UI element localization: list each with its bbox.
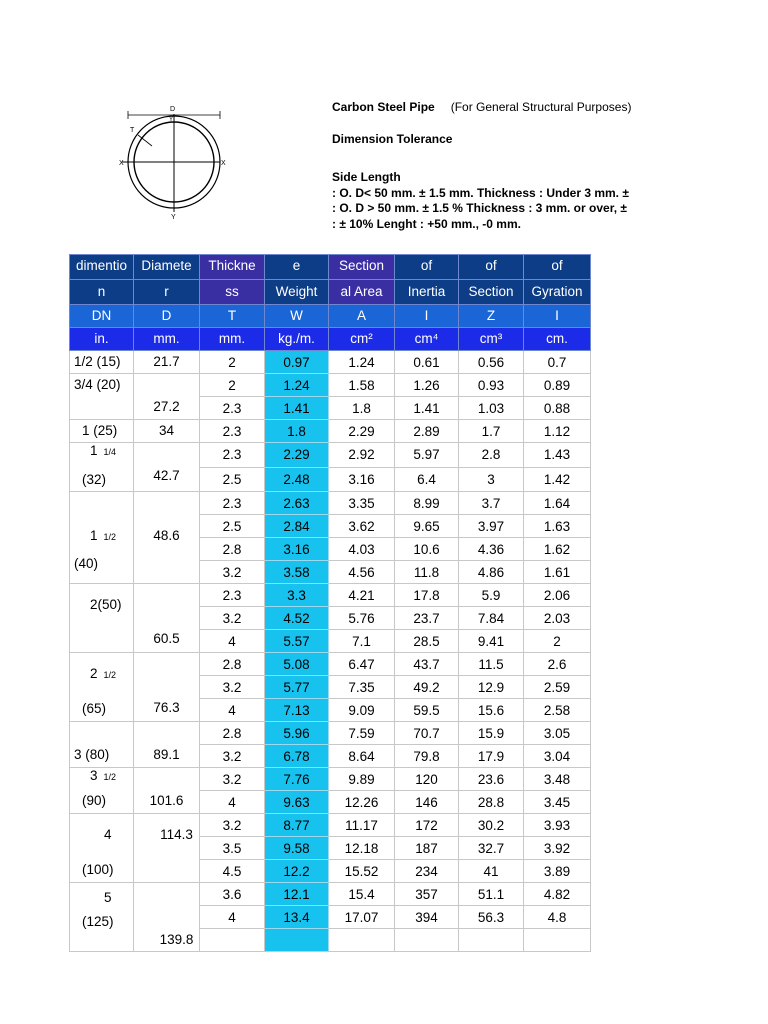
gyration-cell: 1.62 [524,538,591,561]
weight-cell: 2.63 [265,492,329,515]
area-cell: 17.07 [329,906,395,929]
thickness-cell: 2.8 [200,538,265,561]
inertia-cell: 0.61 [395,351,459,374]
thickness-cell [200,929,265,952]
inertia-cell: 8.99 [395,492,459,515]
inertia-cell: 1.41 [395,397,459,420]
thickness-cell: 3.2 [200,561,265,584]
diameter-cell [134,443,200,492]
weight-cell: 2.48 [265,467,329,492]
section-modulus-cell: 3.97 [459,515,524,538]
table-row [70,768,591,791]
weight-cell [265,929,329,952]
section-modulus-cell: 3 [459,467,524,492]
cell-text-line: 3 (80) [74,747,110,762]
dn-fraction: 1/2 [103,772,117,782]
table-row [70,653,591,676]
inertia-cell: 17.8 [395,584,459,607]
diameter-cell [134,420,200,443]
area-cell: 3.35 [329,492,395,515]
symbol-cell: Z [459,305,524,328]
gyration-cell: 1.43 [524,443,591,468]
inertia-cell: 187 [395,837,459,860]
inertia-cell: 49.2 [395,676,459,699]
gyration-cell: 3.04 [524,745,591,768]
inertia-cell [395,929,459,952]
diameter-cell [134,814,200,883]
weight-cell: 2.29 [265,443,329,468]
diagram-label-d: D [170,106,176,113]
cell-text-line: 27.2 [153,399,180,414]
dn-fraction: 1/2 [103,670,117,680]
weight-cell: 2.84 [265,515,329,538]
dn-cell [70,722,134,768]
thickness-cell: 4.5 [200,860,265,883]
section-modulus-cell: 9.41 [459,630,524,653]
dn-main: 2 [90,666,98,681]
gyration-cell: 2 [524,630,591,653]
gyration-cell: 0.88 [524,397,591,420]
gyration-cell: 3.92 [524,837,591,860]
diameter-cell [134,492,200,584]
weight-cell: 5.96 [265,722,329,745]
diameter-cell [134,584,200,653]
header-cell: of [459,255,524,280]
gyration-cell: 3.45 [524,791,591,814]
inertia-cell: 59.5 [395,699,459,722]
thickness-cell: 2.3 [200,492,265,515]
header-cell: of [395,255,459,280]
table-row [70,584,591,607]
inertia-cell: 1.26 [395,374,459,397]
area-cell: 7.59 [329,722,395,745]
gyration-cell: 4.82 [524,883,591,906]
weight-cell: 9.63 [265,791,329,814]
section-modulus-cell: 7.84 [459,607,524,630]
gyration-cell: 0.7 [524,351,591,374]
weight-cell: 9.58 [265,837,329,860]
header-cell: r [134,280,200,305]
cell-text-line: 1/2 (15) [74,354,121,369]
cell-text-line: 139.8 [159,932,194,947]
cell-text-line [74,663,133,685]
section-modulus-cell: 51.1 [459,883,524,906]
section-modulus-cell: 4.36 [459,538,524,561]
thickness-cell: 4 [200,906,265,929]
area-cell: 2.29 [329,420,395,443]
area-cell: 15.52 [329,860,395,883]
cell-text-line: (32) [82,472,107,487]
table-row [70,443,591,468]
unit-cell: cm³ [459,328,524,351]
cell-text-line: 48.6 [153,528,180,543]
inertia-cell: 357 [395,883,459,906]
tolerance-line: : O. D< 50 mm. ± 1.5 mm. Thickness : Under 3 mm. ± [332,185,629,200]
inertia-cell: 70.7 [395,722,459,745]
diagram-label-y-bottom: Y [171,214,176,221]
section-modulus-cell: 12.9 [459,676,524,699]
cell-text-line: 76.3 [153,700,180,715]
gyration-cell: 2.6 [524,653,591,676]
header-cell: Weight [265,280,329,305]
dn-fraction: 1/4 [103,447,117,457]
gyration-cell: 1.42 [524,467,591,492]
section-modulus-cell: 1.7 [459,420,524,443]
section-modulus-cell: 15.9 [459,722,524,745]
cell-text-line [74,525,133,547]
header-cell: Diamete [134,255,200,280]
header-row-symbols [70,305,591,328]
dn-cell [70,584,134,653]
unit-cell: kg./m. [265,328,329,351]
header-cell: e [265,255,329,280]
section-modulus-cell: 56.3 [459,906,524,929]
tolerance-line: : ± 10% Lenght : +50 mm., -0 mm. [332,216,521,231]
subtitle-text: (For General Structural Purposes) [450,100,632,114]
dn-main: 1 [90,528,98,543]
thickness-cell: 3.2 [200,768,265,791]
symbol-cell: T [200,305,265,328]
header-cell: ss [200,280,265,305]
inertia-cell: 120 [395,768,459,791]
weight-cell: 4.52 [265,607,329,630]
thickness-cell: 2 [200,351,265,374]
table-row [70,351,591,374]
thickness-cell: 2.8 [200,653,265,676]
weight-cell: 3.16 [265,538,329,561]
cell-text-line: 1 (25) [82,423,118,438]
cell-text-line: 3/4 (20) [74,377,121,392]
area-cell [329,929,395,952]
unit-cell: in. [70,328,134,351]
thickness-cell: 3.5 [200,837,265,860]
section-modulus-cell: 23.6 [459,768,524,791]
gyration-cell: 2.59 [524,676,591,699]
cell-text-line: (40) [74,556,99,571]
gyration-cell: 1.61 [524,561,591,584]
cell-text-line: 101.6 [149,793,184,808]
inertia-cell: 79.8 [395,745,459,768]
thickness-cell: 2.5 [200,467,265,492]
header-cell: dimentio [70,255,134,280]
section-modulus-cell: 41 [459,860,524,883]
dn-main: 1 [90,443,98,458]
table-row [70,814,591,837]
symbol-cell: I [524,305,591,328]
thickness-cell: 2.8 [200,722,265,745]
diameter-cell [134,722,200,768]
table-row [70,420,591,443]
weight-cell: 7.76 [265,768,329,791]
thickness-cell: 2.3 [200,584,265,607]
header-cell: n [70,280,134,305]
header-row-names [70,255,591,280]
header-cell: Section [459,280,524,305]
area-cell: 2.92 [329,443,395,468]
area-cell: 8.64 [329,745,395,768]
weight-cell: 0.97 [265,351,329,374]
inertia-cell: 23.7 [395,607,459,630]
diameter-cell [134,768,200,814]
thickness-cell: 4 [200,791,265,814]
area-cell: 7.35 [329,676,395,699]
dn-cell [70,814,134,883]
weight-cell: 12.1 [265,883,329,906]
area-cell: 4.21 [329,584,395,607]
gyration-cell: 0.89 [524,374,591,397]
header-row-names-2 [70,280,591,305]
area-cell: 5.76 [329,607,395,630]
thickness-cell: 4 [200,699,265,722]
cell-text-line: 42.7 [153,468,180,483]
weight-cell: 5.08 [265,653,329,676]
area-cell: 12.26 [329,791,395,814]
section-modulus-cell: 15.6 [459,699,524,722]
cell-text-line [74,443,133,459]
unit-cell: mm. [200,328,265,351]
area-cell: 12.18 [329,837,395,860]
gyration-cell: 1.64 [524,492,591,515]
weight-cell: 1.41 [265,397,329,420]
gyration-cell: 3.48 [524,768,591,791]
tolerance-line: : O. D > 50 mm. ± 1.5 % Thickness : 3 mm. or over, ± [332,201,627,215]
gyration-cell: 3.93 [524,814,591,837]
area-cell: 3.62 [329,515,395,538]
symbol-cell: I [395,305,459,328]
section-modulus-cell: 3.7 [459,492,524,515]
cell-text-line: 4 [104,827,112,842]
section-modulus-cell: 4.86 [459,561,524,584]
dn-cell [70,420,134,443]
dn-fraction: 1/2 [103,532,117,542]
gyration-cell: 2.58 [524,699,591,722]
area-cell: 4.03 [329,538,395,561]
weight-cell: 5.57 [265,630,329,653]
cell-text-line: 114.3 [160,827,193,842]
inertia-cell: 6.4 [395,467,459,492]
weight-cell: 8.77 [265,814,329,837]
thickness-cell: 3.6 [200,883,265,906]
inertia-cell: 146 [395,791,459,814]
gyration-cell: 1.63 [524,515,591,538]
area-cell: 4.56 [329,561,395,584]
inertia-cell: 11.8 [395,561,459,584]
thickness-cell: 2.3 [200,443,265,468]
diagram-label-t: T [130,127,135,134]
inertia-cell: 28.5 [395,630,459,653]
dn-cell [70,768,134,814]
area-cell: 7.1 [329,630,395,653]
unit-cell: cm. [524,328,591,351]
cell-text-line: 89.1 [153,747,180,762]
thickness-cell: 2.5 [200,515,265,538]
cell-text-line: 5 [104,890,112,905]
section-modulus-cell [459,929,524,952]
thickness-cell: 2.3 [200,397,265,420]
dn-cell [70,351,134,374]
pipe-cross-section-diagram [108,100,243,222]
table-row [70,722,591,745]
unit-cell: mm. [134,328,200,351]
inertia-cell: 43.7 [395,653,459,676]
gyration-cell: 1.12 [524,420,591,443]
table-row [70,492,591,515]
symbol-cell: A [329,305,395,328]
inertia-cell: 2.89 [395,420,459,443]
dn-cell [70,374,134,420]
cell-text-line: (100) [82,862,114,877]
area-cell: 1.24 [329,351,395,374]
cell-text-line [74,768,133,784]
thickness-cell: 3.2 [200,814,265,837]
header-cell: Thickne [200,255,265,280]
weight-cell: 12.2 [265,860,329,883]
cell-text-line: 21.7 [153,354,180,369]
cell-text-line: 60.5 [153,631,180,646]
pipe-dimension-table [69,254,591,952]
weight-cell: 1.24 [265,374,329,397]
tolerance-title: Dimension Tolerance [332,132,453,146]
area-cell: 6.47 [329,653,395,676]
weight-cell: 6.78 [265,745,329,768]
inertia-cell: 10.6 [395,538,459,561]
thickness-cell: 3.2 [200,607,265,630]
section-modulus-cell: 5.9 [459,584,524,607]
section-modulus-cell: 0.93 [459,374,524,397]
symbol-cell: DN [70,305,134,328]
thickness-cell: 2.3 [200,420,265,443]
inertia-cell: 5.97 [395,443,459,468]
thickness-cell: 4 [200,630,265,653]
cell-text-line: 2(50) [90,597,122,612]
area-cell: 3.16 [329,467,395,492]
header-cell: Inertia [395,280,459,305]
unit-cell: cm⁴ [395,328,459,351]
section-modulus-cell: 32.7 [459,837,524,860]
diagram-label-x-right: X [221,160,226,167]
dn-main: 3 [90,768,98,783]
weight-cell: 5.77 [265,676,329,699]
inertia-cell: 172 [395,814,459,837]
thickness-cell: 2 [200,374,265,397]
diameter-cell [134,653,200,722]
gyration-cell: 2.06 [524,584,591,607]
side-length-block [332,170,656,232]
side-length-title: Side Length [332,170,401,184]
cell-text-line: 34 [158,423,175,438]
section-modulus-cell: 1.03 [459,397,524,420]
gyration-cell [524,929,591,952]
section-modulus-cell: 11.5 [459,653,524,676]
document-title [332,100,631,114]
table-row [70,883,591,906]
section-modulus-cell: 2.8 [459,443,524,468]
header-cell: of [524,255,591,280]
area-cell: 1.58 [329,374,395,397]
section-modulus-cell: 0.56 [459,351,524,374]
diameter-cell [134,374,200,420]
gyration-cell: 4.8 [524,906,591,929]
diagram-label-x-left: X [119,160,124,167]
area-cell: 9.89 [329,768,395,791]
table-row [70,374,591,397]
gyration-cell: 3.05 [524,722,591,745]
pipe-dimension-table-container [69,254,591,947]
unit-cell: cm² [329,328,395,351]
symbol-cell: W [265,305,329,328]
area-cell: 11.17 [329,814,395,837]
section-modulus-cell: 28.8 [459,791,524,814]
cell-text-line: (65) [82,701,107,716]
weight-cell: 1.8 [265,420,329,443]
header-cell: Gyration [524,280,591,305]
diagram-label-y-top: Y [169,117,174,123]
inertia-cell: 9.65 [395,515,459,538]
header-cell: al Area [329,280,395,305]
table-body [70,351,591,952]
thickness-cell: 3.2 [200,676,265,699]
area-cell: 1.8 [329,397,395,420]
header-cell: Section [329,255,395,280]
section-modulus-cell: 17.9 [459,745,524,768]
header-row-units [70,328,591,351]
area-cell: 15.4 [329,883,395,906]
inertia-cell: 394 [395,906,459,929]
diameter-cell [134,883,200,952]
title-text: Carbon Steel Pipe [332,100,435,114]
weight-cell: 7.13 [265,699,329,722]
gyration-cell: 3.89 [524,860,591,883]
symbol-cell: D [134,305,200,328]
weight-cell: 3.3 [265,584,329,607]
cell-text-line: (125) [82,914,114,929]
dn-cell [70,653,134,722]
dn-cell [70,883,134,952]
thickness-cell: 3.2 [200,745,265,768]
inertia-cell: 234 [395,860,459,883]
weight-cell: 13.4 [265,906,329,929]
diameter-cell [134,351,200,374]
section-modulus-cell: 30.2 [459,814,524,837]
gyration-cell: 2.03 [524,607,591,630]
area-cell: 9.09 [329,699,395,722]
dn-cell [70,492,134,584]
cell-text-line: (90) [82,793,107,808]
dn-cell [70,443,134,492]
weight-cell: 3.58 [265,561,329,584]
